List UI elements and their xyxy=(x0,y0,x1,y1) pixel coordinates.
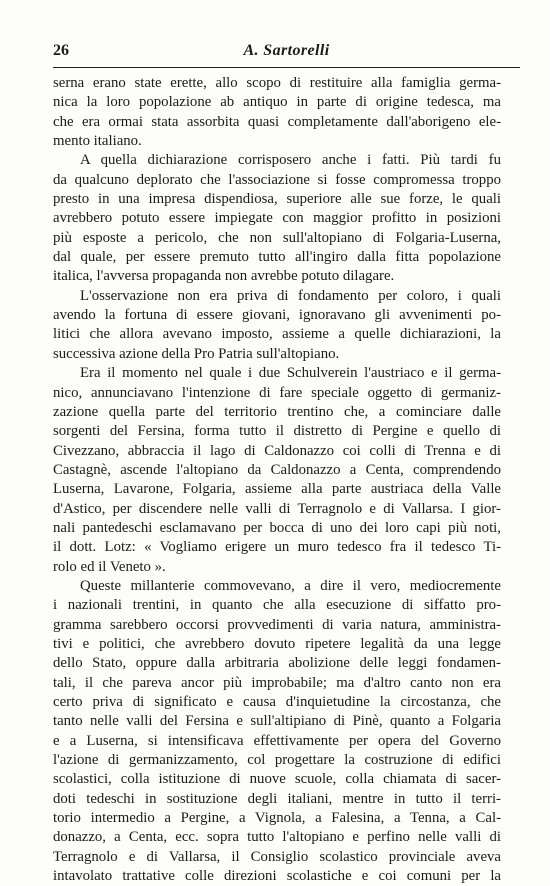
text-line: donazzo, a Centa, ecc. sopra tutto l'altopiano e perfino nelle valli di xyxy=(53,829,501,846)
text-line: tali, il che pareva ancor più improbabile; ma d'altro canto non era xyxy=(53,674,501,691)
text-line: Era il momento nel quale i due Schulverein l'austriaco e il germa- xyxy=(80,365,501,382)
text-line: i nazionali trentini, in quanto che alla esecuzione di siffatto pro- xyxy=(53,597,501,614)
text-line: Luserna, Lavarone, Folgaria, assieme alla parte austriaca della Valle xyxy=(53,481,501,498)
text-line: zazione quella parte del territorio trentino che, a cominciare dalle xyxy=(53,403,501,420)
text-line: intavolato trattative colle direzioni scolastiche e coi comuni per la xyxy=(53,868,501,885)
running-head: A. Sartorelli xyxy=(243,42,330,59)
text-line: italica, l'avversa propaganda non avrebbe potuto dilagare. xyxy=(53,268,395,285)
text-line: Queste millanterie commovevano, a dire il vero, mediocremente xyxy=(80,577,501,594)
text-line: successiva azione della Pro Patria sull'altopiano. xyxy=(53,345,340,362)
text-line: mento italiano. xyxy=(53,133,142,150)
text-line: da qualcuno deplorato che l'associazione si fosse compromessa troppo xyxy=(53,171,501,188)
text-line: Castagnè, ascende l'altopiano da Caldonazzo a Centa, comprendendo xyxy=(53,461,501,478)
text-line: doti tedeschi in sostituzione degli italiani, mentre in tutto il terri- xyxy=(53,790,501,807)
text-line: dal quale, per essere premuto tutto all'ingiro dalla fitta popolazione xyxy=(53,249,501,266)
text-line: avrebbero potuto essere impiegate con maggior profitto in posizioni xyxy=(53,210,501,227)
page-number: 26 xyxy=(53,42,69,59)
text-line: nico, annunciavano l'intenzione di fare speciale oggetto di germaniz- xyxy=(53,384,501,401)
text-line: gramma sarebbero occorsi provvedimenti di varia natura, amministra- xyxy=(53,616,501,633)
text-line: serna erano state erette, allo scopo di restituire alla famiglia germa- xyxy=(53,75,501,91)
text-line: sorgenti del Fersina, forma tutto il distretto di Pergine e quello di xyxy=(53,423,501,440)
text-line: L'osservazione non era priva di fondamento per coloro, i quali xyxy=(80,287,501,304)
text-line: l'azione di germanizzamento, col progettare la costruzione di edifici xyxy=(53,752,501,769)
text-line: che era ormai stata assorbita quasi completamente dall'aborigeno ele- xyxy=(53,113,501,130)
text-line: nica la loro popolazione ab antiquo in parte di origine tedesca, ma xyxy=(53,94,501,111)
text-line: avendo la fortuna di essere giovani, ignoravano gli avvenimenti po- xyxy=(53,307,501,324)
text-line: presto in una impresa dispendiosa, superiore alle sue forze, le quali xyxy=(53,191,501,208)
text-line: A quella dichiarazione corrisposero anche i fatti. Più tardi fu xyxy=(80,152,501,169)
text-line: litici che allora avevano imposto, assieme a quelle dichiarazioni, la xyxy=(53,326,501,343)
text-line: nali pantedeschi esclamavano per bocca di uno dei loro capi più noti, xyxy=(53,519,501,536)
text-line: il dott. Lotz: « Vogliamo erigere un muro tedesco fra il tedesco Ti- xyxy=(53,539,501,556)
text-line: torio intermedio a Pergine, a Vignola, a Falesina, a Tenna, a Cal- xyxy=(53,810,501,827)
page-header xyxy=(53,42,520,64)
body-text xyxy=(53,74,501,886)
text-line: scolastici, colla istituzione di nuove scuole, colla chiamata di sacer- xyxy=(53,771,501,788)
text-line: rolo ed il Veneto ». xyxy=(53,558,166,575)
text-line: Civezzano, abbraccia il lago di Caldonazzo coi colli di Trenna e di xyxy=(53,442,501,459)
header-rule xyxy=(53,67,520,68)
text-line: e a Luserna, si intensificava effettivamente per opera del Governo xyxy=(53,732,501,749)
text-line: d'Astico, per discendere nelle valli di Terragnolo e di Vallarsa. I gior- xyxy=(53,500,501,517)
text-line: tanto nelle valli del Fersina e sull'altipiano di Pinè, quanto a Folgaria xyxy=(53,713,501,730)
text-line: Terragnolo e di Vallarsa, il Consiglio scolastico provinciale aveva xyxy=(53,848,501,865)
text-line: più esposte a pericolo, che non sull'altopiano di Folgaria-Luserna, xyxy=(53,229,501,246)
text-line: certo priva di significato e causa d'inquietudine la circostanza, che xyxy=(53,694,501,710)
text-line: tivi e politici, che avrebbero dovuto ripetere legalità da una legge xyxy=(53,635,501,652)
text-line: dello Stato, oppure dalla arbitraria abolizione delle leggi fondamen- xyxy=(53,655,501,672)
